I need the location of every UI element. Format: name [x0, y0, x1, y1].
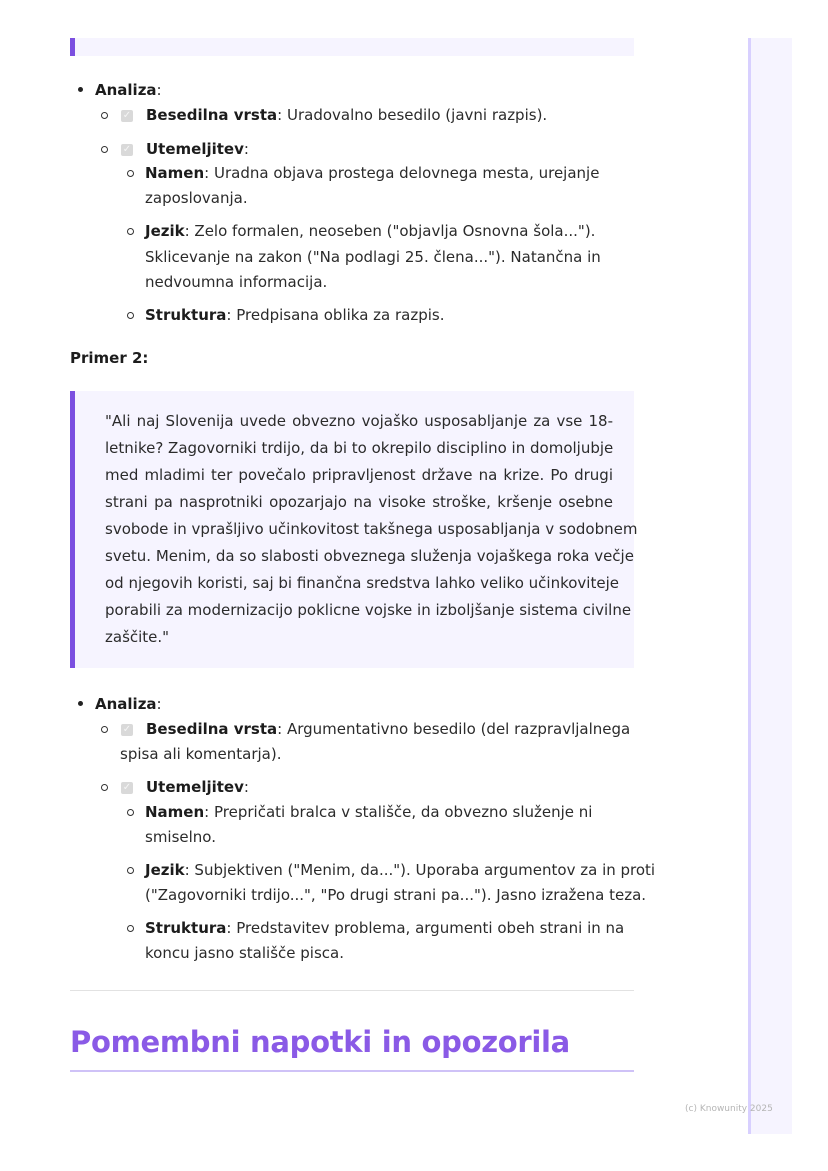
bullet-icon — [78, 701, 83, 706]
bullet-icon — [78, 87, 83, 92]
page-sidebar — [748, 38, 792, 1134]
text-type-item: Besedilna vrsta: Argumentativno besedilo (del razpravljalnega — [146, 720, 631, 738]
language-item-cont: ("Zagovorniki trdijo...", "Po drugi strani pa..."). Jasno izražena teza. — [145, 886, 647, 904]
footer-copyright: (c) Knowunity 2025 — [685, 1104, 773, 1114]
quote-line: zaščite." — [105, 628, 170, 646]
ring-bullet-icon — [101, 112, 108, 119]
quote-line: svobode in vprašljivo učinkovitost takšnega usposabljanja v sodobnem — [105, 520, 638, 538]
ring-bullet-icon — [127, 925, 134, 932]
justification-item: Utemeljitev: — [146, 140, 249, 158]
section-divider — [70, 990, 634, 991]
section-heading-underline — [70, 1070, 634, 1072]
checkbox-icon: ✓ — [122, 110, 132, 121]
structure-item: Struktura: Predpisana oblika za razpis. — [145, 306, 445, 324]
checkbox-icon: ✓ — [122, 144, 132, 155]
structure-item-cont: koncu jasno stališče pisca. — [145, 944, 344, 962]
justification-item: Utemeljitev: — [146, 778, 249, 796]
ring-bullet-icon — [127, 809, 134, 816]
example-heading: Primer 2: — [70, 349, 149, 367]
purpose-item-cont: zaposlovanja. — [145, 189, 248, 207]
quote-line: svetu. Menim, da so slabosti obveznega služenja vojaškega roka večje — [105, 547, 634, 565]
quote-line: od njegovih koristi, saj bi finančna sredstva lahko veliko učinkoviteje — [105, 574, 619, 592]
language-item: Jezik: Zelo formalen, neoseben ("objavlja Osnovna šola..."). — [145, 222, 596, 240]
quote-block-previous — [70, 38, 634, 56]
purpose-item: Namen: Uradna objava prostega delovnega mesta, urejanje — [145, 164, 600, 182]
purpose-item: Namen: Prepričati bralca v stališče, da obvezno služenje ni — [145, 803, 593, 821]
ring-bullet-icon — [101, 146, 108, 153]
checkbox-icon: ✓ — [122, 782, 132, 793]
ring-bullet-icon — [127, 170, 134, 177]
ring-bullet-icon — [101, 726, 108, 733]
analysis-heading: Analiza: — [95, 81, 162, 99]
structure-item: Struktura: Predstavitev problema, argumenti obeh strani in na — [145, 919, 625, 937]
quote-line: strani pa nasprotniki opozarjajo na visoke stroške, kršenje osebne — [105, 493, 613, 511]
quote-line: letnike? Zagovorniki trdijo, da bi to okrepilo disciplino in domoljubje — [105, 439, 614, 457]
ring-bullet-icon — [101, 784, 108, 791]
language-item-cont: Sklicevanje na zakon ("Na podlagi 25. člena..."). Natančna in — [145, 248, 601, 266]
checkbox-icon: ✓ — [122, 724, 132, 735]
language-item: Jezik: Subjektiven ("Menim, da..."). Uporaba argumentov za in proti — [145, 861, 656, 879]
text-type-item: Besedilna vrsta: Uradovalno besedilo (javni razpis). — [146, 106, 548, 124]
ring-bullet-icon — [127, 312, 134, 319]
ring-bullet-icon — [127, 228, 134, 235]
purpose-item-cont: smiselno. — [145, 828, 216, 846]
example-quote-block — [70, 391, 638, 668]
text-type-item-cont: spisa ali komentarja). — [120, 745, 282, 763]
analysis-heading: Analiza: — [95, 695, 162, 713]
quote-line: med mladimi ter povečalo pripravljenost države na krize. Po drugi — [105, 466, 613, 484]
language-item-cont: nedvoumna informacija. — [145, 273, 328, 291]
section-heading: Pomembni napotki in opozorila — [70, 1025, 570, 1059]
quote-line: "Ali naj Slovenija uvede obvezno vojaško usposabljanje za vse 18- — [105, 412, 613, 430]
quote-line: porabili za modernizacijo poklicne vojske in izboljšanje sistema civilne — [105, 601, 632, 619]
ring-bullet-icon — [127, 867, 134, 874]
